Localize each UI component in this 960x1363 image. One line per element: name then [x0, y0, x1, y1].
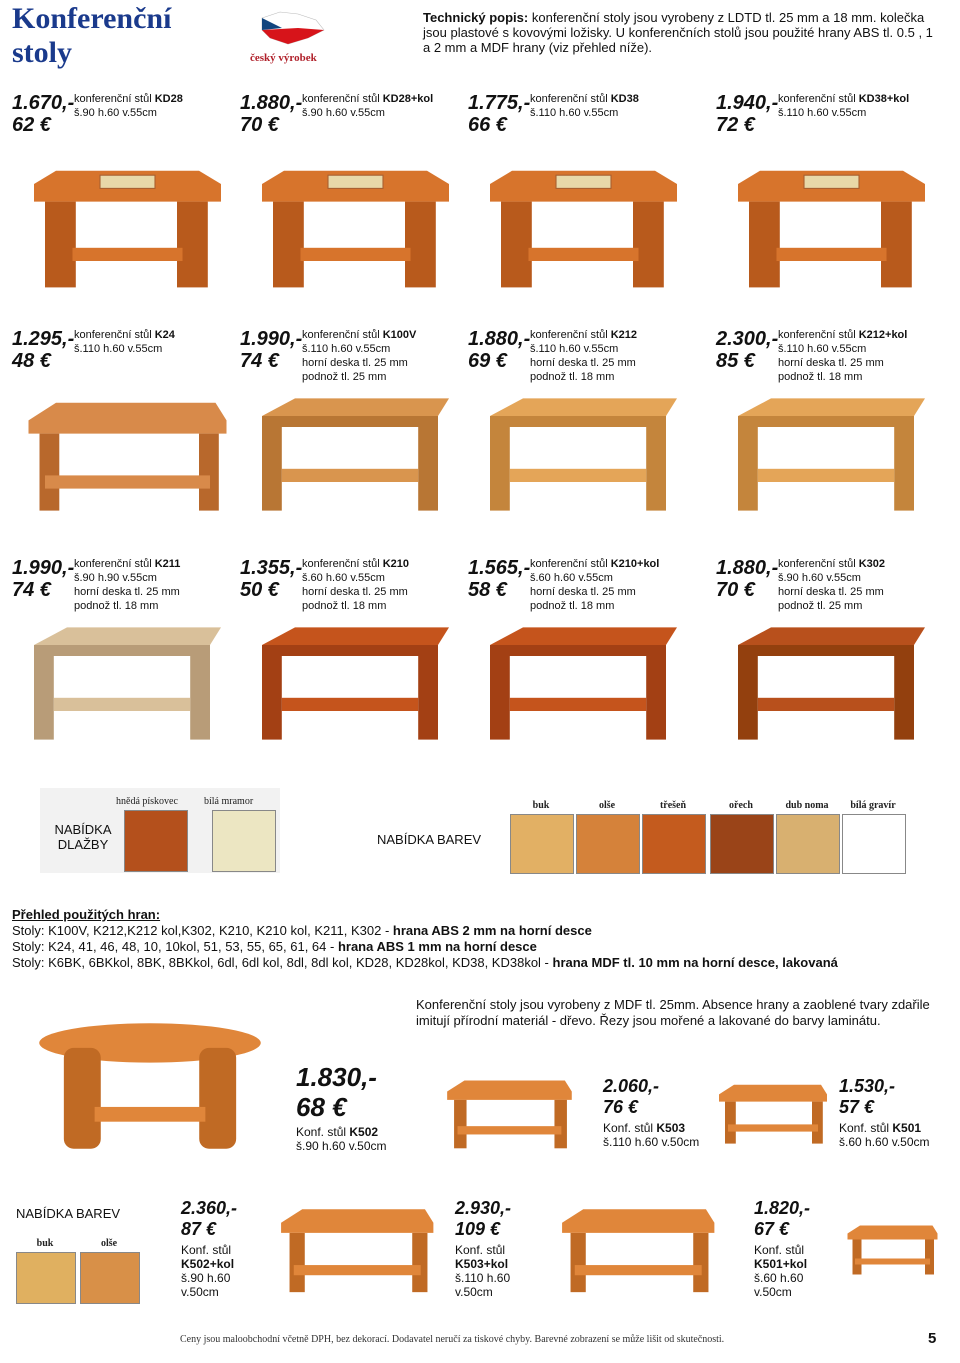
color-swatch [642, 814, 706, 874]
product-image [468, 611, 688, 761]
color-swatch [510, 814, 574, 874]
product-card [12, 328, 242, 543]
product-image [240, 611, 460, 761]
product-code: K210+kol [610, 558, 660, 570]
color-label: třešeň [659, 800, 687, 811]
product-top-thickness: horní deska tl. 25 mm [778, 357, 884, 369]
mdf-product-info [603, 1076, 699, 1149]
product-info [530, 557, 659, 613]
mdf-product-image [414, 1068, 598, 1163]
mdf-product-dimensions: š.60 h.60 v.50cm [839, 1135, 930, 1149]
product-image [240, 150, 460, 300]
product-card [12, 92, 242, 307]
mdf-product-price: 2.360,- 87 € [181, 1198, 238, 1239]
product-image [716, 382, 936, 532]
mdf-product-info [754, 1198, 810, 1299]
product-dimensions: š.110 h.60 v.55cm [778, 343, 867, 355]
product-price: 1.880,- 69 € [468, 328, 531, 372]
product-code: K212+kol [858, 329, 908, 341]
mdf-product-dimensions: š.110 h.60 v.50cm [603, 1135, 700, 1149]
color-label: dub noma [785, 800, 829, 811]
product-price: 1.670,- 62 € [12, 92, 75, 136]
product-info [74, 557, 180, 613]
product-dimensions: š.110 h.60 v.55cm [778, 107, 867, 119]
mdf-product-code: K503 [656, 1121, 686, 1135]
product-name: konferenční stůl K212 [530, 329, 638, 341]
product-image [240, 382, 460, 532]
product-info [74, 92, 183, 120]
page-title [12, 2, 171, 70]
product-name: konferenční stůl K210+kol [530, 558, 660, 570]
product-dimensions: š.110 h.60 v.55cm [302, 343, 391, 355]
mdf-product-price: 2.060,- 76 € [603, 1076, 660, 1117]
product-info [302, 557, 409, 613]
mdf-product-info [181, 1198, 237, 1299]
product-dimensions: š.110 h.60 v.55cm [530, 107, 619, 119]
product-image [468, 382, 688, 532]
edge-line: Stoly: K6BK, 6BKkol, 8BK, 8BKkol, 6dl, 6dl kol, 8dl, 8dl kol, KD28, KD28kol, KD38, KD38kol - hrana MDF tl. 10 mm na horní desce, lakovaná [12, 955, 838, 970]
product-dimensions: š.60 h.60 v.55cm [302, 572, 385, 584]
product-price: 1.880,- 70 € [240, 92, 303, 136]
mdf-product-code: K502+kol [181, 1257, 235, 1271]
product-dimensions: š.60 h.60 v.55cm [530, 572, 613, 584]
technical-heading: Technický popis: [423, 10, 529, 25]
mdf-note: Konferenční stoly jsou vyrobeny z MDF tl. 25mm. Absence hrany a zaoblené tvary zdařile imitují přírodní materiál - dřevo. Řezy jsou mořené a lakované do barvy laminátu. [416, 997, 930, 1028]
mdf-product-name: Konf. stůl [181, 1243, 232, 1257]
mdf-product-code: K501 [892, 1121, 922, 1135]
product-info [778, 557, 885, 613]
mdf-product-code: K501+kol [754, 1257, 808, 1271]
technical-text: konferenční stoly jsou vyrobeny z LDTD tl. 25 mm a 18 mm. kolečka jsou plastové s kovovými ložisky. U konferenčních stolů jsou použité hrany ABS tl. 0.5 , 1 a 2 mm a MDF hrany (viz přehled níže). [423, 10, 933, 55]
technical-description [423, 10, 943, 55]
mdf-product-info [455, 1198, 511, 1299]
mdf-product-dimensions: š.110 h.60 [455, 1271, 511, 1285]
product-price: 1.940,- 72 € [716, 92, 779, 136]
product-info [302, 92, 433, 120]
product-price: 1.355,- 50 € [240, 557, 303, 601]
edge-line: Stoly: K24, 41, 46, 48, 10, 10kol, 51, 53, 55, 65, 61, 64 - hrana ABS 1 mm na horní desce [12, 939, 537, 954]
product-image [12, 150, 232, 300]
edge-lines [12, 923, 838, 971]
product-dimensions: š.90 h.60 v.55cm [74, 107, 157, 119]
color-label: ořech [729, 800, 753, 811]
product-name: konferenční stůl K211 [74, 558, 181, 570]
product-code: K210 [382, 558, 410, 570]
product-dimensions: š.110 h.60 v.55cm [74, 343, 163, 355]
product-price: 1.565,- 58 € [468, 557, 531, 601]
product-base-thickness: podnož tl. 18 mm [530, 371, 615, 383]
czech-flag-icon [258, 8, 328, 50]
product-name: konferenční stůl K210 [302, 558, 410, 570]
edge-type: hrana ABS 1 mm na horní desce [337, 939, 537, 954]
product-dimensions: š.110 h.60 v.55cm [530, 343, 619, 355]
product-image [12, 611, 232, 761]
product-image [12, 382, 232, 532]
product-name: konferenční stůl KD38+kol [778, 93, 910, 105]
product-card [240, 92, 470, 307]
tile-swatch [124, 810, 188, 872]
product-dimensions: š.90 h.60 v.55cm [302, 107, 385, 119]
mdf-color-swatch [80, 1252, 140, 1304]
product-info [74, 328, 175, 356]
product-price: 2.300,- 85 € [716, 328, 779, 372]
mdf-product-price: 1.830,- 68 € [296, 1062, 377, 1122]
product-dimensions: š.90 h.90 v.55cm [74, 572, 157, 584]
product-top-thickness: horní deska tl. 25 mm [302, 357, 408, 369]
product-price: 1.990,- 74 € [12, 557, 75, 601]
product-code: KD28 [154, 93, 183, 105]
product-code: K212 [610, 329, 638, 341]
mdf-product-info [296, 1062, 387, 1153]
product-name: konferenční stůl KD28 [74, 93, 183, 105]
product-card [716, 557, 946, 772]
edge-type: hrana ABS 2 mm na horní desce [392, 923, 592, 938]
product-price: 1.295,- 48 € [12, 328, 75, 372]
product-name: konferenční stůl K212+kol [778, 329, 908, 341]
mdf-product-image [710, 1068, 830, 1163]
product-base-thickness: podnož tl. 25 mm [778, 600, 863, 612]
color-swatch [576, 814, 640, 874]
product-code: KD38 [610, 93, 639, 105]
mdf-product-price: 1.530,- 57 € [839, 1076, 896, 1117]
product-code: K211 [154, 558, 181, 570]
product-name: konferenční stůl K24 [74, 329, 175, 341]
product-base-thickness: podnož tl. 18 mm [778, 371, 863, 383]
product-card [240, 557, 470, 772]
mdf-product-name: Konf. stůl [455, 1243, 506, 1257]
product-image [716, 150, 936, 300]
mdf-product-dimensions: š.90 h.60 [181, 1271, 231, 1285]
color-label: buk [532, 800, 550, 811]
product-top-thickness: horní deska tl. 25 mm [74, 586, 180, 598]
product-card [468, 557, 698, 772]
mdf-product-info [839, 1076, 930, 1149]
product-card [716, 328, 946, 543]
product-info [530, 92, 639, 120]
title-line-1: Konferenční [12, 2, 172, 35]
mdf-product-image [840, 1194, 940, 1309]
tile-offer-heading: NABÍDKA DLAŽBY [54, 822, 112, 852]
product-info [778, 92, 909, 120]
product-top-thickness: horní deska tl. 25 mm [302, 586, 408, 598]
product-card [716, 92, 946, 307]
mdf-product-name: Konf. stůl K502 [296, 1125, 379, 1139]
product-card [12, 557, 242, 772]
made-in-label: český výrobek [250, 52, 317, 64]
mdf-product-height: v.50cm [754, 1285, 792, 1299]
product-top-thickness: horní deska tl. 25 mm [530, 357, 636, 369]
edge-type: hrana MDF tl. 10 mm na horní desce, lakovaná [552, 955, 838, 970]
product-image [716, 611, 936, 761]
mdf-product-name: Konf. stůl K501 [839, 1121, 922, 1135]
product-name: konferenční stůl K302 [778, 558, 886, 570]
product-code: KD28+kol [382, 93, 434, 105]
product-price: 1.990,- 74 € [240, 328, 303, 372]
product-base-thickness: podnož tl. 18 mm [302, 600, 387, 612]
product-base-thickness: podnož tl. 18 mm [74, 600, 159, 612]
product-base-thickness: podnož tl. 25 mm [302, 371, 387, 383]
product-name: konferenční stůl KD28+kol [302, 93, 434, 105]
product-top-thickness: horní deska tl. 25 mm [530, 586, 636, 598]
product-image [468, 150, 688, 300]
mdf-product-image [534, 1194, 734, 1309]
mdf-product-name: Konf. stůl K503 [603, 1121, 686, 1135]
mdf-product-image [10, 1006, 290, 1171]
product-name: konferenční stůl KD38 [530, 93, 639, 105]
product-info [530, 328, 637, 384]
mdf-product-code: K503+kol [455, 1257, 509, 1271]
product-name: konferenční stůl K100V [302, 329, 417, 341]
product-info [302, 328, 416, 384]
color-swatch [842, 814, 906, 874]
mdf-color-label: olše [100, 1238, 118, 1249]
product-card [468, 92, 698, 307]
color-label: bílá gravír [850, 800, 896, 811]
product-code: K100V [382, 329, 417, 341]
color-offer-heading: NABÍDKA BAREV [377, 832, 482, 847]
mdf-product-price: 1.820,- 67 € [754, 1198, 811, 1239]
mdf-product-name: Konf. stůl [754, 1243, 805, 1257]
tile-label: hnědá pískovec [116, 796, 178, 807]
mdf-product-height: v.50cm [455, 1285, 493, 1299]
product-price: 1.775,- 66 € [468, 92, 531, 136]
mdf-product-height: v.50cm [181, 1285, 219, 1299]
edge-overview [12, 907, 838, 971]
product-code: K302 [858, 558, 886, 570]
footer-note: Ceny jsou maloobchodní včetně DPH, bez dekorací. Dodavatel neručí za tiskové chyby. Barevné zobrazení se může lišit od skutečnosti. [180, 1334, 725, 1345]
color-swatch [776, 814, 840, 874]
mdf-product-image [258, 1194, 448, 1309]
mdf-color-swatch [16, 1252, 76, 1304]
tile-swatch [212, 810, 276, 872]
mdf-product-dimensions: š.60 h.60 [754, 1271, 804, 1285]
product-card [468, 328, 698, 543]
color-swatch [710, 814, 774, 874]
product-code: K24 [154, 329, 175, 341]
mdf-product-code: K502 [349, 1125, 379, 1139]
mdf-product-dimensions: š.90 h.60 v.50cm [296, 1139, 387, 1153]
mdf-color-heading: NABÍDKA BAREV [16, 1206, 121, 1221]
mdf-product-price: 2.930,- 109 € [455, 1198, 512, 1239]
product-code: KD38+kol [858, 93, 910, 105]
product-base-thickness: podnož tl. 18 mm [530, 600, 615, 612]
product-dimensions: š.90 h.60 v.55cm [778, 572, 861, 584]
product-price: 1.880,- 70 € [716, 557, 779, 601]
tile-label: bílá mramor [204, 796, 254, 807]
product-top-thickness: horní deska tl. 25 mm [778, 586, 884, 598]
product-info [778, 328, 907, 384]
product-card [240, 328, 470, 543]
page-number: 5 [928, 1330, 937, 1347]
title-line-2: stoly [12, 36, 72, 69]
mdf-color-label: buk [36, 1238, 54, 1249]
edge-line: Stoly: K100V, K212,K212 kol,K302, K210, K210 kol, K211, K302 - hrana ABS 2 mm na horní desce [12, 923, 592, 938]
color-label: olše [598, 800, 616, 811]
edge-heading: Přehled použitých hran: [12, 907, 161, 922]
